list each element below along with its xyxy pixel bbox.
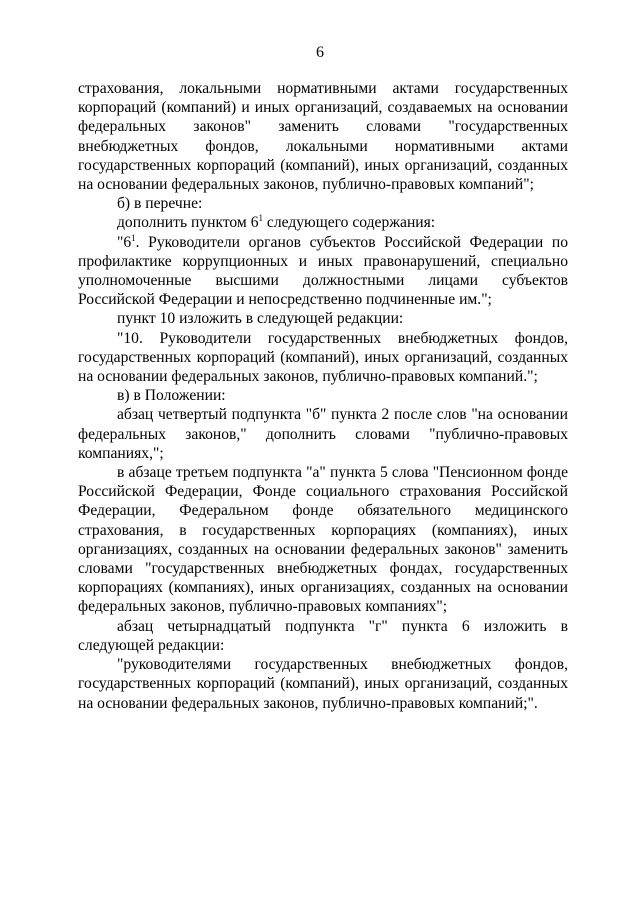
paragraph-4-text-start: "6 xyxy=(117,233,132,251)
paragraph-3-text-end: следующего содержания: xyxy=(263,214,436,232)
paragraph-11: "руководителями государственных внебюджетных фондов, государственных корпораций (компаний), иных организаций, созданных на основании федеральных законов, публично-правовых компаний;". xyxy=(78,656,568,712)
superscript-1: 1 xyxy=(258,213,263,224)
paragraph-8: абзац четвертый подпункта "б" пункта 2 после слов "на основании федеральных законов," дополнить словами "публично-правовых компаниях,"; xyxy=(78,406,568,462)
paragraph-4 xyxy=(78,233,568,310)
document-body xyxy=(78,79,568,713)
paragraph-2: б) в перечне: xyxy=(117,195,203,213)
paragraph-4-text-end: . Руководители органов субъектов Российской Федерации по профилактике коррупционных и иных правонарушений, специально уполномоченные высшими должностными лицами субъектов Российской Федерации и непосредственно подчиненные им."; xyxy=(78,233,568,309)
paragraph-7: в) в Положении: xyxy=(117,387,226,405)
paragraph-6: "10. Руководители государственных внебюджетных фондов, государственных корпораций (компаний), иных организаций, созданных на основании федеральных законов, публично-правовых компаний."; xyxy=(78,329,568,386)
paragraph-9: в абзаце третьем подпункта "а" пункта 5 слова "Пенсионном фонде Российской Федерации, Фонде социального страхования Российской Федерации, Федеральном фонде обязательного медицинского страхования, в государственных корпорациях (компаниях), иных организациях, созданных на основании федеральных законов" заменить словами "государственных внебюджетных фондах, государственных корпорациях (компаниях), иных организациях, созданных на основании федеральных законов, публично-правовых компаниях"; xyxy=(78,464,568,616)
paragraph-3-text-start: дополнить пунктом 6 xyxy=(117,214,259,232)
page-number: 6 xyxy=(316,44,324,61)
paragraph-1: страхования, локальными нормативными актами государственных корпораций (компаний) и иных организаций, создаваемых на основании федеральных законов" заменить словами "государственных внебюджетных фондов, локальными нормативными актами государственных корпораций (компаний), иных организаций, созданных на основании федеральных законов, публично-правовых компаний"; xyxy=(78,80,568,194)
paragraph-10: абзац четырнадцатый подпункта "г" пункта 6 изложить в следующей редакции: xyxy=(78,617,568,654)
paragraph-3 xyxy=(78,213,568,232)
paragraph-5: пункт 10 изложить в следующей редакции: xyxy=(117,310,404,328)
superscript-2: 1 xyxy=(131,232,136,243)
